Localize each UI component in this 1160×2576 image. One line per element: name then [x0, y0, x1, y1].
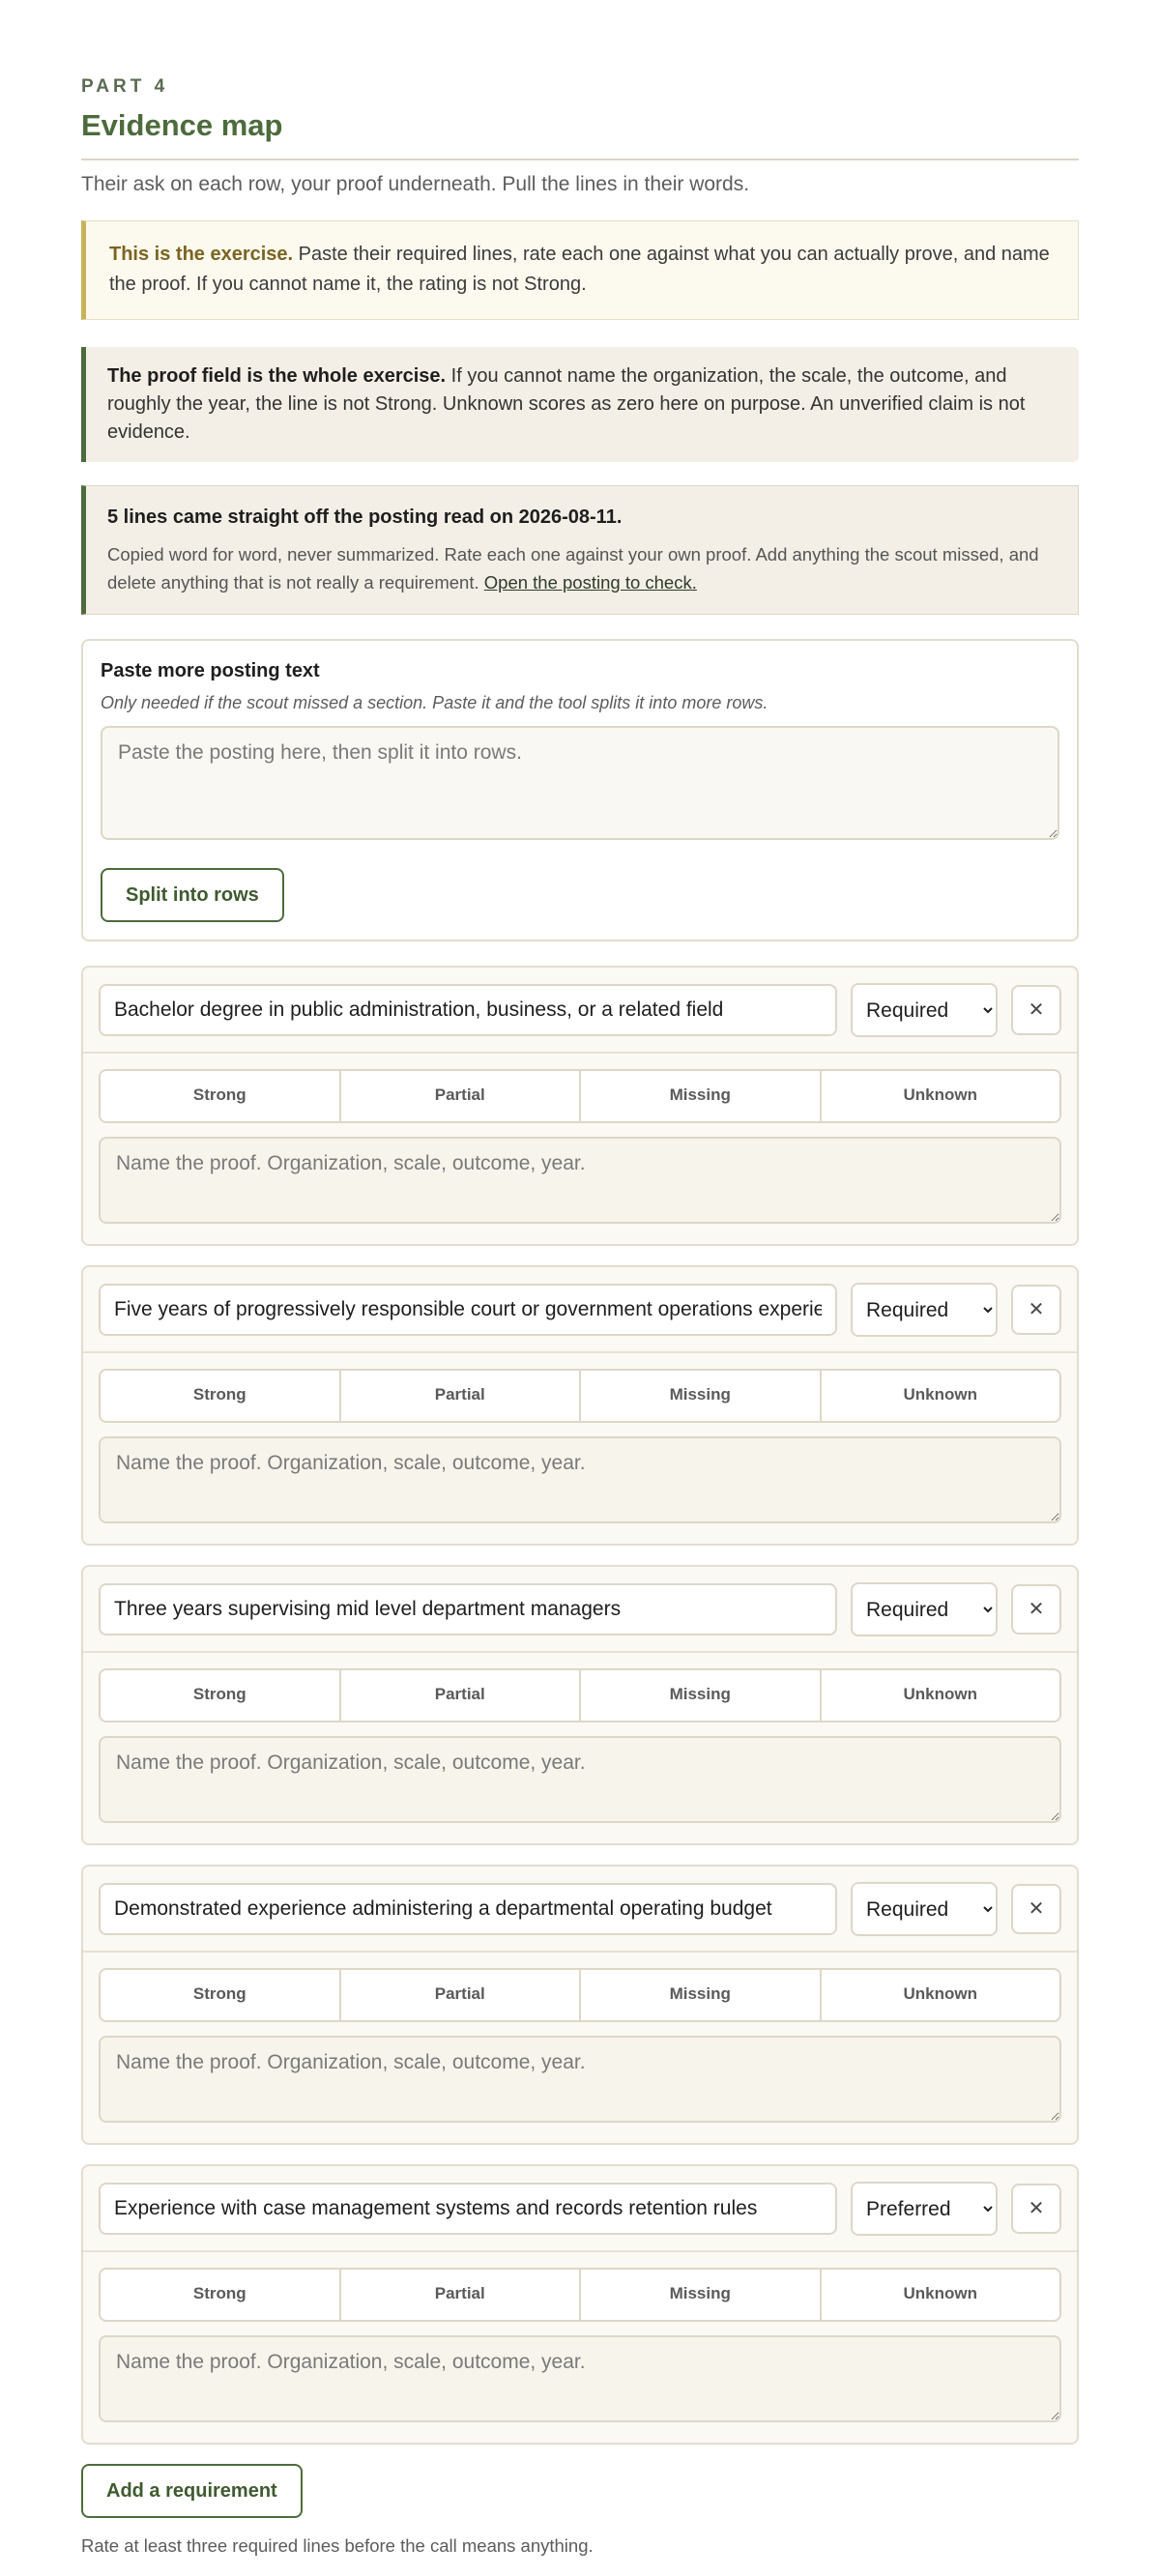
close-icon: ✕ [1028, 1898, 1045, 1920]
exercise-callout-text: Paste their required lines, rate each one against what you can actually prove, and name the proof. If you cannot name it, the rating is not Strong. [109, 244, 1050, 295]
paste-panel-hint: Only needed if the scout missed a section. Paste it and the tool splits it into more rows. [101, 693, 768, 712]
rating-option-partial[interactable]: Partial [339, 2270, 580, 2320]
requirement-body [83, 1953, 1077, 2143]
scout-note-title: 5 lines came straight off the posting read on 2026-08-11. [107, 507, 623, 528]
rating-segmented-control [99, 1369, 1061, 1423]
split-into-rows-button[interactable]: Split into rows [101, 868, 284, 922]
remove-requirement-button[interactable] [1011, 1285, 1061, 1335]
close-icon: ✕ [1028, 2198, 1045, 2219]
proof-note [81, 347, 1079, 462]
scout-note-body [107, 540, 1057, 596]
rating-option-strong[interactable]: Strong [192, 1984, 246, 2003]
proof-input[interactable] [99, 2335, 1061, 2422]
rating-option-strong[interactable]: Strong [192, 1685, 246, 1703]
requirement-level-select[interactable] [851, 983, 998, 1037]
scout-note [81, 485, 1079, 615]
scout-note-text: Copied word for word, never summarized. Rate each one against your own proof. Add anything the scout missed, and delete anything that is not really a requirement. [107, 544, 1039, 593]
requirement-level-select[interactable] [851, 1283, 998, 1337]
rating-option-partial[interactable]: Partial [339, 1371, 580, 1421]
requirement-body [83, 2252, 1077, 2443]
rating-option-missing[interactable]: Missing [579, 1670, 820, 1721]
rating-option-missing[interactable]: Missing [579, 1071, 820, 1121]
title-divider [81, 159, 1079, 160]
requirement-text-input[interactable] [99, 2183, 837, 2235]
requirement-header [83, 1567, 1077, 1653]
rating-segmented-control [99, 1668, 1061, 1722]
requirement-text-input[interactable] [99, 1583, 837, 1635]
requirement-text-input[interactable] [99, 1284, 837, 1336]
rating-option-unknown[interactable]: Unknown [820, 1371, 1060, 1421]
page-title: Evidence map [81, 108, 283, 142]
requirement-header [83, 968, 1077, 1054]
close-icon: ✕ [1028, 1599, 1045, 1620]
rating-option-strong[interactable]: Strong [192, 1385, 246, 1404]
rating-segmented-control [99, 1968, 1061, 2022]
proof-input[interactable] [99, 1137, 1061, 1224]
page-subtitle: Their ask on each row, your proof underneath. Pull the lines in their words. [81, 173, 750, 195]
remove-requirement-button[interactable] [1011, 985, 1061, 1035]
exercise-callout-lead: This is the exercise. [109, 244, 294, 265]
content-column [81, 75, 1079, 2559]
rating-option-missing[interactable]: Missing [579, 1970, 820, 2020]
remove-requirement-button[interactable] [1011, 1584, 1061, 1635]
rating-option-unknown[interactable]: Unknown [820, 1970, 1060, 2020]
rating-option-missing[interactable]: Missing [579, 2270, 820, 2320]
requirement-card [81, 2164, 1079, 2445]
proof-input[interactable] [99, 1436, 1061, 1523]
rating-option-strong[interactable]: Strong [192, 2284, 246, 2302]
rating-option-partial[interactable]: Partial [339, 1670, 580, 1721]
part-label: PART 4 [81, 76, 169, 97]
requirement-header [83, 1267, 1077, 1353]
requirement-header [83, 2166, 1077, 2252]
rating-option-unknown[interactable]: Unknown [820, 1670, 1060, 1721]
exercise-callout [81, 220, 1079, 320]
requirement-card [81, 1265, 1079, 1546]
requirement-body [83, 1353, 1077, 1544]
rating-option-missing[interactable]: Missing [579, 1371, 820, 1421]
paste-panel [81, 639, 1079, 941]
proof-note-text: If you cannot name the organization, the scale, the outcome, and roughly the year, the line is not Strong. Unknown scores as zero here on purpose. An unverified claim is not evidence. [107, 365, 1026, 443]
rating-segmented-control [99, 1069, 1061, 1123]
rating-option-strong[interactable]: Strong [192, 1085, 246, 1104]
proof-input[interactable] [99, 1736, 1061, 1823]
rating-option-partial[interactable]: Partial [339, 1071, 580, 1121]
open-posting-link[interactable]: Open the posting to check. [483, 572, 697, 593]
close-icon: ✕ [1028, 1299, 1045, 1320]
posting-text-input[interactable] [101, 726, 1059, 840]
requirement-card [81, 1865, 1079, 2145]
paste-panel-title: Paste more posting text [101, 660, 320, 681]
add-requirement-button[interactable]: Add a requirement [81, 2464, 303, 2518]
requirement-card [81, 1565, 1079, 1845]
requirement-body [83, 1653, 1077, 1843]
requirement-level-select[interactable] [851, 1582, 998, 1636]
requirement-header [83, 1867, 1077, 1953]
proof-input[interactable] [99, 2036, 1061, 2123]
rating-option-unknown[interactable]: Unknown [820, 1071, 1060, 1121]
remove-requirement-button[interactable] [1011, 1884, 1061, 1934]
rating-option-partial[interactable]: Partial [339, 1970, 580, 2020]
close-icon: ✕ [1028, 999, 1045, 1021]
requirement-level-select[interactable] [851, 1882, 998, 1936]
remove-requirement-button[interactable] [1011, 2184, 1061, 2234]
requirement-body [83, 1054, 1077, 1244]
proof-note-lead: The proof field is the whole exercise. [107, 365, 447, 387]
requirements-list [81, 966, 1079, 2445]
requirement-text-input[interactable] [99, 1883, 837, 1935]
rating-segmented-control [99, 2268, 1061, 2322]
requirement-text-input[interactable] [99, 984, 837, 1036]
footnote: Rate at least three required lines before the call means anything. [81, 2535, 594, 2556]
requirement-card [81, 966, 1079, 1246]
requirement-level-select[interactable] [851, 2182, 998, 2236]
rating-option-unknown[interactable]: Unknown [820, 2270, 1060, 2320]
